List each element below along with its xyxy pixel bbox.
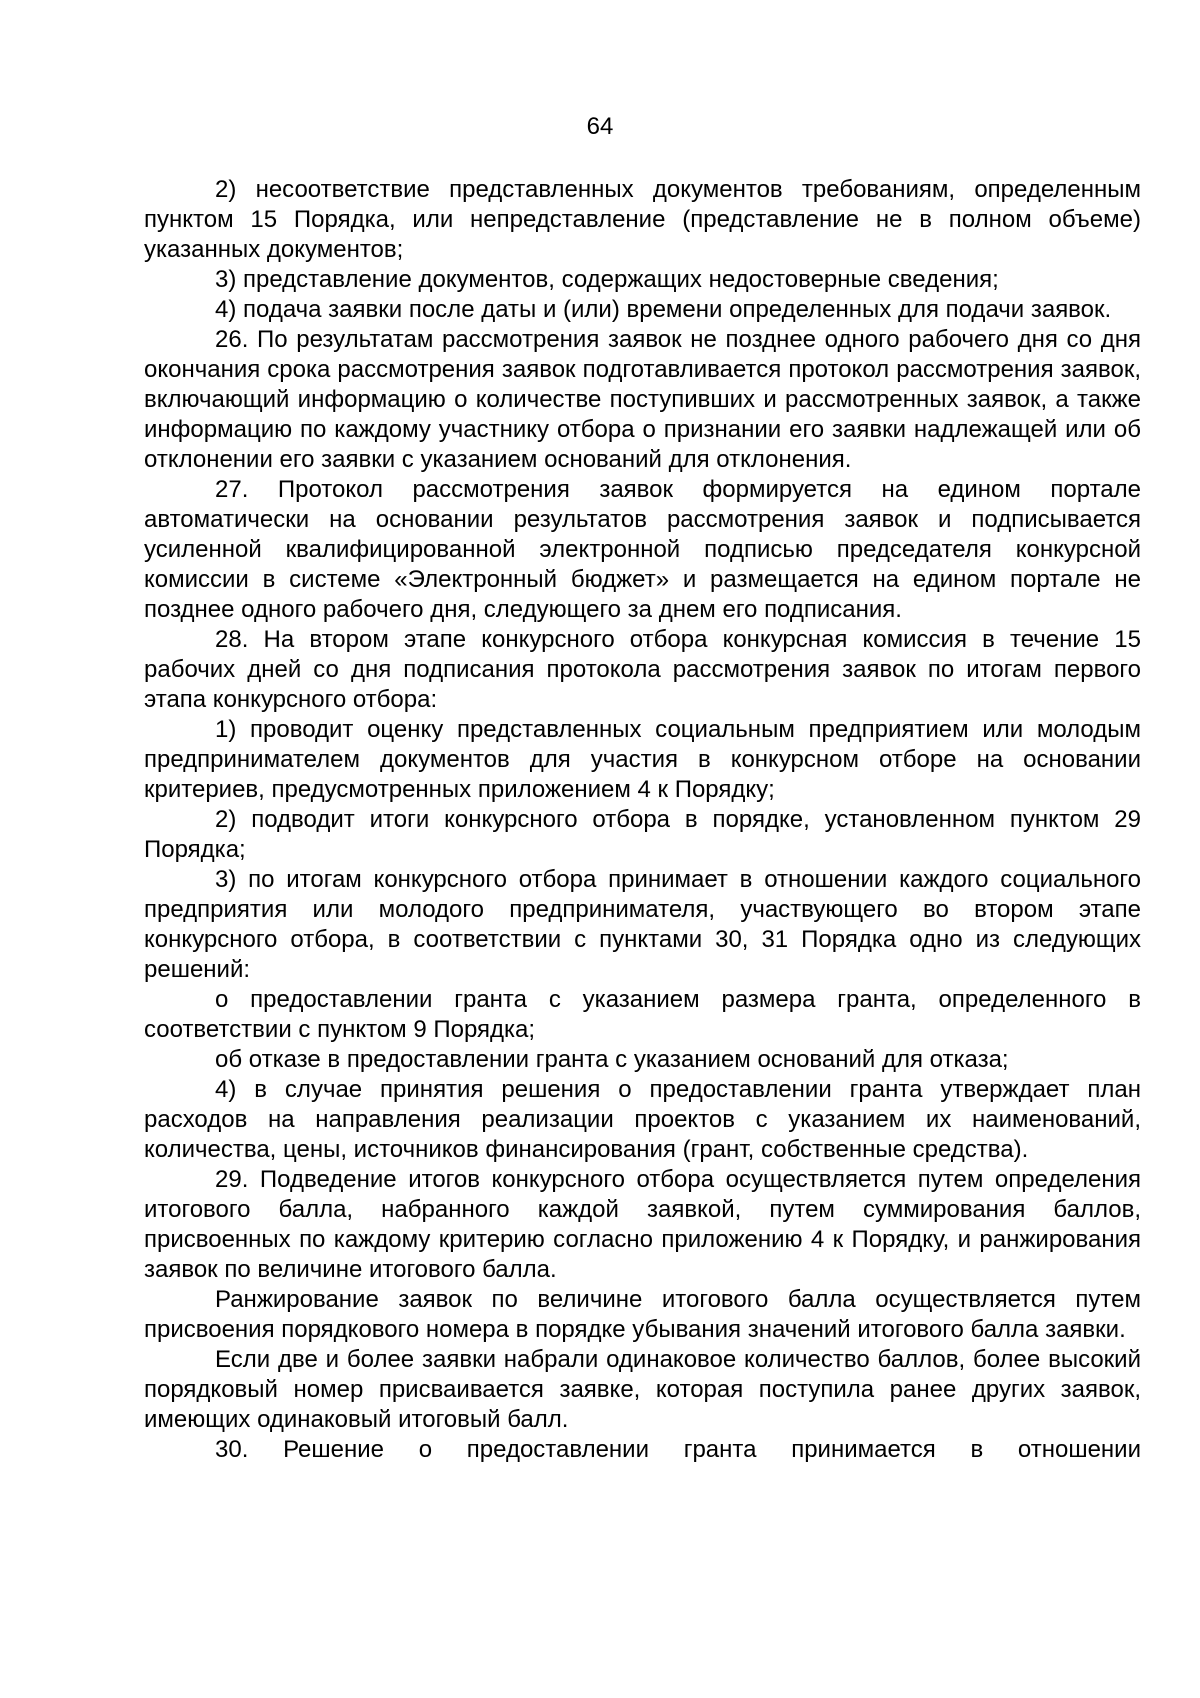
paragraph-decision-grant: о предоставлении гранта с указанием размера гранта, определенного в соответствии с пунктом 9 Порядка; [144, 986, 1141, 1043]
paragraph-item-4-late-submission: 4) подача заявки после даты и (или) времени определенных для подачи заявок. [215, 296, 1112, 323]
paragraph-clause-28: 28. На втором этапе конкурсного отбора конкурсная комиссия в течение 15 рабочих дней со дня подписания протокола рассмотрения заявок по итогам первого этапа конкурсного отбора: [144, 626, 1141, 713]
paragraph-item-3-false-information: 3) представление документов, содержащих недостоверные сведения; [215, 266, 999, 293]
paragraph-ranking: Ранжирование заявок по величине итогового балла осуществляется путем присвоения порядкового номера в порядке убывания значений итогового балла заявки. [144, 1286, 1141, 1343]
paragraph-clause-28-item-1: 1) проводит оценку представленных социальным предприятием или молодым предпринимателем документов для участия в конкурсном отборе на основании критериев, предусмотренных приложением 4 к Порядку; [144, 716, 1141, 803]
paragraph-clause-27: 27. Протокол рассмотрения заявок формируется на едином портале автоматически на основании результатов рассмотрения заявок и подписывается усиленной квалифицированной электронной подписью председателя конкурсной комиссии в системе «Электронный бюджет» и размещается на едином портале не позднее одного рабочего дня, следующего за днем его подписания. [144, 476, 1141, 623]
paragraph-clause-29: 29. Подведение итогов конкурсного отбора осуществляется путем определения итогового балла, набранного каждой заявкой, путем суммирования баллов, присвоенных по каждому критерию согласно приложению 4 к Порядку, и ранжирования заявок по величине итогового балла. [144, 1166, 1141, 1283]
paragraph-clause-28-item-4: 4) в случае принятия решения о предоставлении гранта утверждает план расходов на направления реализации проектов с указанием их наименований, количества, цены, источников финансирования (грант, собственные средства). [144, 1076, 1141, 1163]
page-number: 64 [586, 113, 614, 140]
paragraph-item-2-noncompliance: 2) несоответствие представленных документов требованиям, определенным пунктом 15 Порядка, или непредставление (представление не в полном объеме) указанных документов; [144, 176, 1141, 263]
paragraph-clause-28-item-2: 2) подводит итоги конкурсного отбора в порядке, установленном пунктом 29 Порядка; [144, 806, 1141, 863]
document-body [144, 175, 1141, 1465]
paragraph-clause-30: 30. Решение о предоставлении гранта принимается в отношении [215, 1436, 1141, 1463]
paragraph-decision-refusal: об отказе в предоставлении гранта с указанием оснований для отказа; [215, 1046, 1009, 1073]
paragraph-equal-scores: Если две и более заявки набрали одинаковое количество баллов, более высокий порядковый номер присваивается заявке, которая поступила ранее других заявок, имеющих одинаковый итоговый балл. [144, 1346, 1141, 1433]
paragraph-clause-28-item-3: 3) по итогам конкурсного отбора принимает в отношении каждого социального предприятия или молодого предпринимателя, участвующего во втором этапе конкурсного отбора, в соответствии с пунктами 30, 31 Порядка одно из следующих решений: [144, 866, 1141, 983]
paragraph-clause-26: 26. По результатам рассмотрения заявок не позднее одного рабочего дня со дня окончания срока рассмотрения заявок подготавливается протокол рассмотрения заявок, включающий информацию о количестве поступивших и рассмотренных заявок, а также информацию по каждому участнику отбора о признании его заявки надлежащей или об отклонении его заявки с указанием оснований для отклонения. [144, 326, 1141, 473]
